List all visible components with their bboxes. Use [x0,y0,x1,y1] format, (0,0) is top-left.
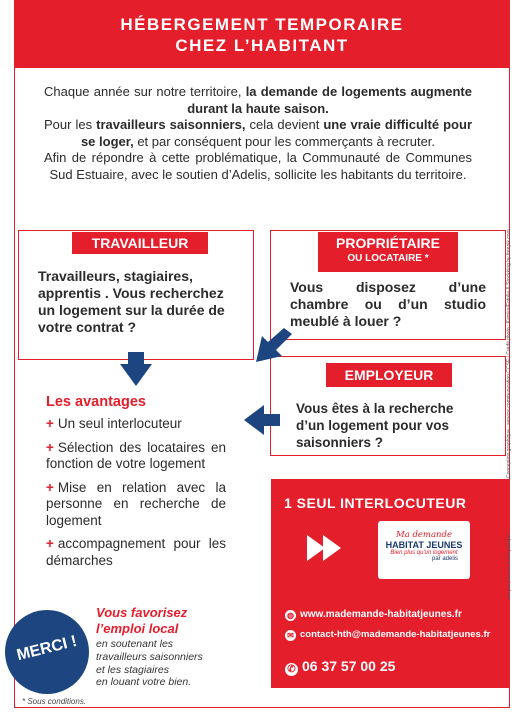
intro-text [44,84,472,184]
phone-icon: ✆ [285,663,298,676]
page-header [14,0,510,68]
employeur-tag: EMPLOYEUR [326,363,452,387]
list-item [46,416,226,433]
intro-paragraph-1 [44,84,472,117]
intro-paragraph-3: Afin de répondre à cette problématique, la Communauté de Communes Sud Estuaire, avec le soutien d’Adelis, sollicite les habitants du territoire. [44,150,472,182]
contact-panel [271,479,509,688]
list-item [46,480,226,530]
intro-paragraph-2 [44,117,472,150]
print-notice: Ne pas jeter sur la voie publique [506,533,511,598]
favor-text-line2: travailleurs saisonniers [96,650,203,663]
merci-text: MERCI ! [15,632,79,665]
diagonal-arrow-icon [256,328,292,362]
employeur-text: Vous êtes à la recherche d’un logement pour vos saisonniers ? [296,401,454,450]
favor-title [96,605,187,636]
avantage-text: Un seul interlocuteur [57,416,182,431]
favor-title-line2: l’emploi local [96,620,179,636]
proprietaire-text: Vous disposez d’une chambre ou d’un studio meublé à louer ? [290,279,486,329]
header-title-line2: CHEZ L’HABITANT [175,36,349,55]
header-title-line1: HÉBERGEMENT TEMPORAIRE [120,15,404,34]
intro-p1-b: la demande de logements augmente durant la haute saison. [187,84,472,116]
plus-icon: + [46,479,54,495]
plus-icon: + [46,439,54,455]
favor-text-line3: et les stagiaires [96,663,169,676]
logo-line4: par adelis [431,556,458,562]
list-item [46,440,226,473]
proprietaire-tag [318,232,458,272]
logo-line3: Bien plus qu'un logement [390,550,458,556]
intro-p2-a: Pour les [44,117,97,133]
travailleur-text: Travailleurs, stagiaires, apprentis . Vous recherchez un logement sur la durée de votre contrat ? [38,268,225,335]
avantages-list [46,416,226,576]
intro-p2-d: une vraie difficulté pour se loger, [80,117,473,149]
list-item [46,536,226,569]
proprietaire-tag-label: PROPRIÉTAIRE [336,235,440,251]
fast-forward-icon [307,535,343,561]
favor-text-line4: en louant votre bien. [96,676,192,689]
design-credit: Conception graphique : service communication CCSE / Crédit photo : Kamira/Fotolia & Stockking by freepik.com [506,229,512,478]
email-text: contact-hth@mademande-habitatjeunes.fr [300,629,491,640]
website-text: www.mademande-habitatjeunes.fr [300,609,462,620]
footnote: * Sous conditions. [22,697,87,706]
merci-badge [5,610,89,694]
email-link[interactable] [285,629,490,641]
avantages-title: Les avantages [46,394,146,410]
phone-text: 06 37 57 00 25 [302,658,396,674]
globe-icon: ◍ [285,610,296,621]
intro-p2-e: et par conséquent pour les commerçants à recruter. [133,133,436,149]
plus-icon: + [46,416,54,431]
proprietaire-tag-sub: OU LOCATAIRE * [347,253,429,264]
intro-p2-b: travailleurs saisonniers, [96,117,246,133]
logo-line2: HABITAT JEUNES [385,540,463,550]
phone-link[interactable] [285,658,395,676]
favor-text [96,638,203,689]
plus-icon: + [46,536,54,551]
down-arrow-icon [120,352,152,386]
mail-icon: ✉ [285,630,296,641]
avantage-text: Sélection des locataires en fonction de votre logement [46,439,226,471]
panel-title: 1 SEUL INTERLOCUTEUR [284,495,467,511]
intro-p1-a: Chaque année sur notre territoire, [44,84,246,99]
avantage-text: Mise en relation avec la personne en recherche de logement [46,479,226,528]
favor-text-line1: en soutenant les [96,638,174,650]
favor-title-line1: Vous favorisez [96,605,188,620]
left-arrow-icon [244,405,280,435]
habitat-jeunes-logo [378,521,470,579]
travailleur-tag: TRAVAILLEUR [72,232,208,254]
website-link[interactable] [285,609,462,621]
avantage-text: accompagnement pour les démarches [46,536,226,568]
logo-line1: Ma demande [395,530,453,540]
intro-p2-c: cela devient [245,117,324,133]
